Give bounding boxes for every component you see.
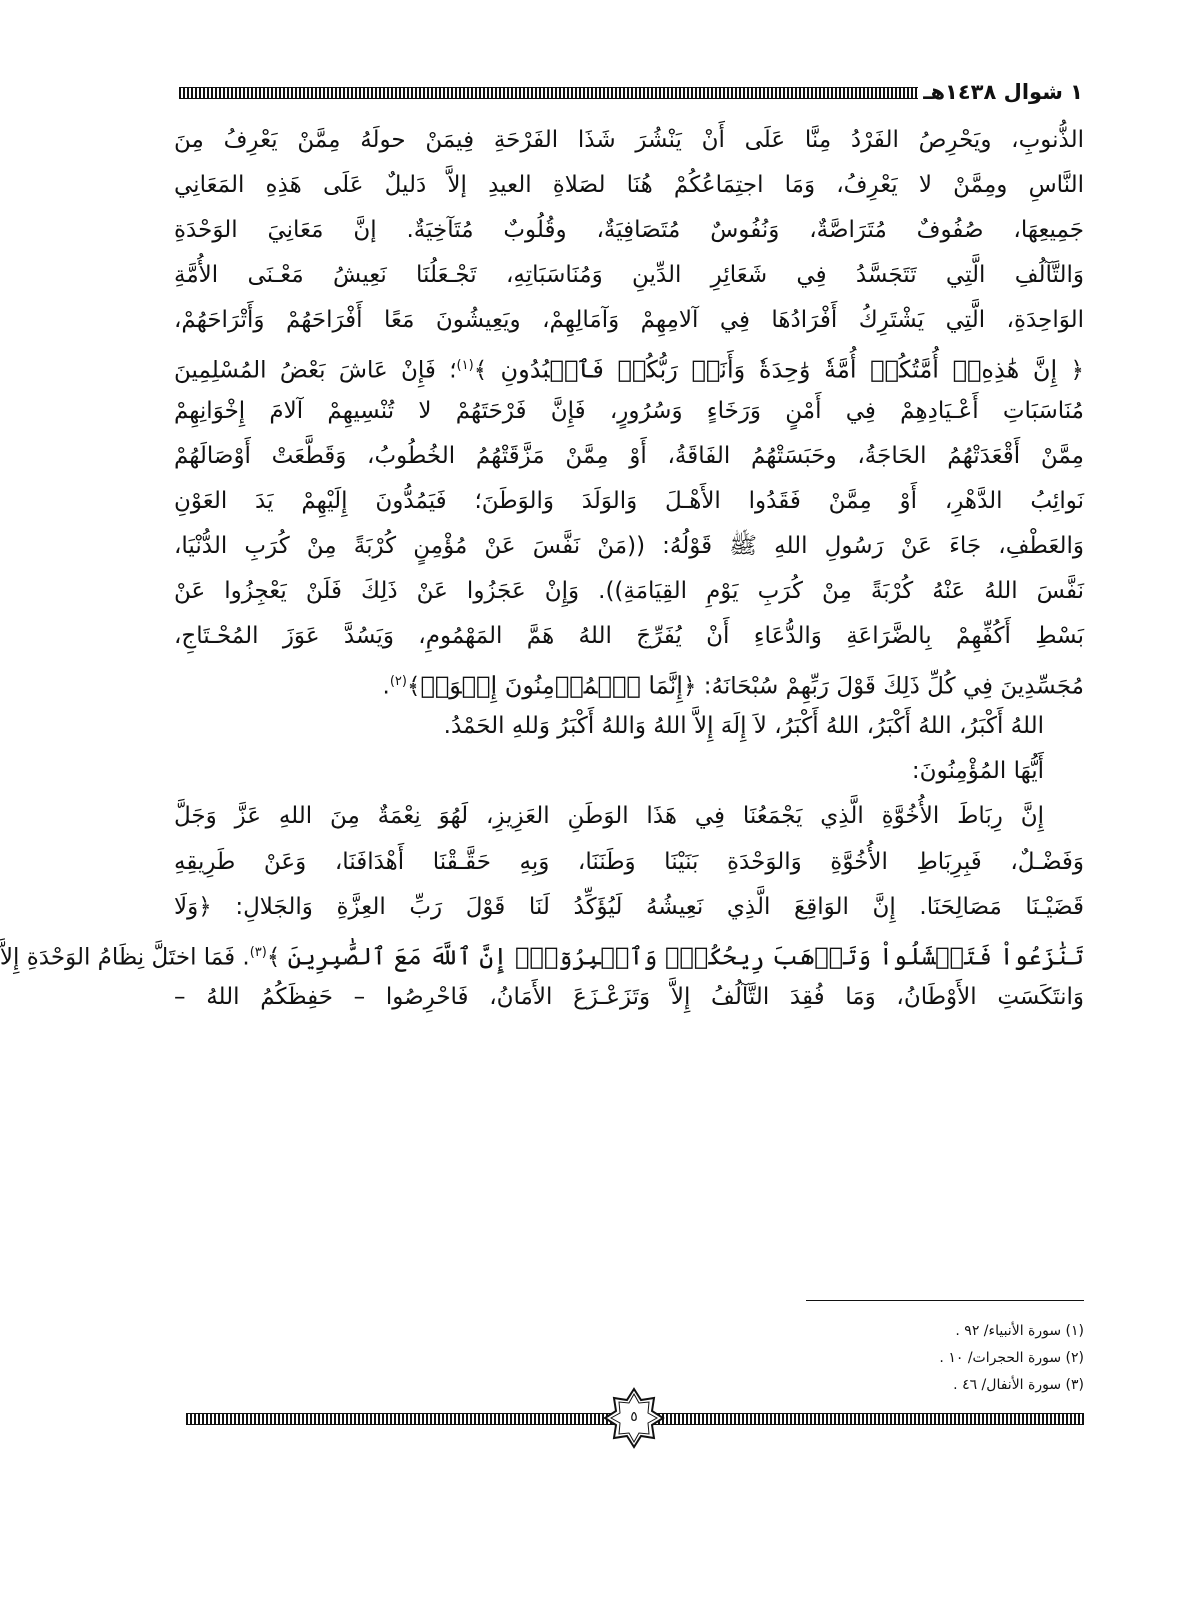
text-line: نَوائِبُ الدَّهْرِ، أَوْ مِمَّنْ فَقَدُوا الأَهْـلَ وَالوَلَدَ وَالوَطَنَ؛ فَيَمُدُّونَ إِلَيْهِمْ يَدَ العَوْنِ	[174, 487, 1084, 514]
quran-verse: تَنَٰزَعُواْ فَتَفۡشَلُواْ وَتَذۡهَبَ رِيحُكُمۡۖ وَٱصۡبِرُوٓاْۚ إِنَّ ٱللَّهَ مَعَ ٱلصَّٰبِرِينَ	[287, 942, 1084, 971]
text-line: إِنَّ رِبَاطَ الأُخُوَّةِ الَّذِي يَجْمَعُنَا فِي هَذَا الوَطَنِ العَزِيزِ، لَهُوَ نِعْمَةٌ مِنَ اللهِ عَزَّ وَجَلَّ	[174, 803, 1044, 830]
takbir-line: اللهُ أَكْبَرُ، اللهُ أَكْبَرُ، اللهُ أَكْبَرُ، لاَ إِلَهَ إِلاَّ اللهُ وَاللهُ أَكْبَرُ وَللهِ الحَمْدُ.	[443, 713, 1044, 740]
page-number: ٥	[630, 1409, 638, 1425]
quran-verse-line	[174, 659, 1084, 704]
text-line: بَسْطِ أَكُفِّهِمْ بِالضَّرَاعَةِ وَالدُّعَاءِ أَنْ يُفَرِّجَ اللهُ هَمَّ المَهْمُومِ، وَيَسُدَّ عَوَزَ المُحْـتَاجِ،	[174, 623, 1084, 650]
footnote-ref: (٢)	[389, 674, 407, 690]
text-line: النَّاسِ ومِمَّنْ لا يَعْرِفُ، وَمَا اجتِمَاعُكُمْ هُنَا لصَلاةِ العيدِ إلاَّ دَليلٌ عَلَى هَذِهِ المَعَانِي	[174, 172, 1084, 199]
footnote-separator	[806, 1300, 1084, 1301]
text-segment: .	[382, 673, 390, 700]
page-header	[179, 78, 1083, 108]
quran-verse-line	[0, 930, 1084, 975]
footnote-item: (٣) سورة الأنفال/ ٤٦ .	[953, 1377, 1084, 1393]
footnote-item: (٢) سورة الحجرات/ ١٠ .	[939, 1350, 1084, 1366]
text-line: وَفَضْـلٌ، فَبِرِبَاطِ الأُخُوَّةِ وَالوَحْدَةِ بَنَيْنَا وَطَنَنَا، وَبِهِ حَقَّـقْنَا أَهْدَافَنَا، وَعَنْ طَرِيقِهِ	[174, 848, 1084, 875]
text-line: الوَاحِدَةِ، الَّتِي يَشْتَرِكُ أَفْرَادُهَا فِي آلامِهِمْ وَآمَالِهِمْ، ويَعِيشُونَ مَعًا أَفْرَاحَهُمْ وَأَتْرَاحَهُمْ،	[174, 307, 1084, 334]
quran-open-bracket: ﴿	[682, 673, 697, 700]
text-segment: مُجَسِّدِينَ فِي كُلِّ ذَلِكَ قَوْلَ رَبِّهِمْ سُبْحَانَهُ:	[696, 673, 1084, 700]
text-line: قَضَيْـنَا مَصَالِحَنَا. إِنَّ الوَاقِعَ الَّذِي نَعِيشُهُ لَيُؤَكِّدُ لَنَا قَوْلَ رَبِّ العِزَّةِ وَالجَلالِ: ﴿وَلَا	[174, 893, 1084, 920]
text-line: نَفَّسَ اللهُ عَنْهُ كُرْبَةً مِنْ كُرَبِ يَوْمِ القِيَامَةِ)). وَإِنْ عَجَزُوا عَنْ ذَلِكَ فَلَنْ يَعْجِزُوا عَنْ	[174, 577, 1084, 604]
sermon-text	[0, 118, 1084, 1020]
quran-open-bracket: ﴿	[1070, 358, 1084, 385]
text-segment: . فَمَا اختَلَّ نِظَامُ الوَحْدَةِ إِلاَّ	[0, 944, 250, 971]
header-decorative-band	[179, 87, 918, 99]
text-line: مِمَّنْ أَقْعَدَتْهُمُ الحَاجَةُ، وحَبَسَتْهُمُ الفَاقَةُ، أَوْ مِمَّنْ مَزَّقَتْهُمُ الخُطُوبُ، وَقَطَّعَتْ أَوْصَالَهُمْ	[174, 442, 1084, 469]
text-line: مُنَاسَبَاتِ أَعْـيَادِهِمْ فِي أَمْنٍ وَرَخَاءٍ وَسُرُورٍ، فَإِنَّ فَرْحَتَهُمْ لا تُنْسِيهِمْ آلامَ إِخْوَانِهِمْ	[174, 397, 1084, 424]
text-segment: ؛ فَإِنْ عَاشَ بَعْضُ المُسْلِمِينَ	[174, 358, 457, 385]
footnote-ref: (٣)	[249, 944, 267, 960]
footnote-item: (١) سورة الأنبياء/ ٩٢ .	[955, 1323, 1084, 1339]
quran-verse: إِنَّمَا ٱلۡمُؤۡمِنُونَ إِخۡوَةٞ	[420, 671, 683, 700]
header-date: ١ شوال ١٤٣٨هـ	[923, 80, 1083, 104]
quran-close-bracket: ﴾	[266, 944, 281, 971]
quran-verse: إِنَّ هَٰذِهِۦٓ أُمَّتُكُمۡ أُمَّةٗ وَٰحِدَةٗ وَأَنَا۠ رَبُّكُمۡ فَٱعۡبُدُونِ	[500, 356, 1058, 385]
text-line: وَانتَكَسَتِ الأَوْطَانُ، وَمَا فُقِدَ التَّآلُفُ إِلاَّ وَتَزَعْـزَعَ الأَمَانُ، فَاحْرِصُوا – حَفِظَكُمُ اللهُ –	[174, 983, 1084, 1010]
footnote-ref: (١)	[456, 358, 474, 374]
footnotes	[939, 1318, 1084, 1399]
text-line: وَالتَّآلُفِ الَّتِي تَتَجَسَّدُ فِي شَعَائِرِ الدِّينِ وَمُنَاسَبَاتِهِ، تَجْـعَلُنَا نَعِيشُ مَعْـنَى الأُمَّةِ	[174, 262, 1084, 289]
quran-close-bracket: ﴾	[406, 673, 421, 700]
quran-verse-line	[174, 343, 1084, 388]
quran-close-bracket: ﴾	[473, 358, 488, 385]
text-line: الذُّنوبِ، ويَحْرِصُ الفَرْدُ مِنَّا عَلَى أَنْ يَنْشُرَ شَذَا الفَرْحَةِ فِيمَنْ حولَهُ مِمَّنْ يَعْرِفُ مِنَ	[174, 127, 1084, 153]
address-line: أَيُّهَا المُؤْمِنُونَ:	[911, 758, 1044, 785]
hadith-line: وَالعَطْفِ، جَاءَ عَنْ رَسُولِ اللهِ ﷺ قَوْلُهُ: ((مَنْ نَفَّسَ عَنْ مُؤْمِنٍ كُرْبَةً مِنْ كُرَبِ الدُّنْيَا،	[174, 532, 1084, 559]
text-line: جَمِيعِهَا، صُفُوفٌ مُتَرَاصَّةٌ، وَنُفُوسٌ مُتَصَافِيَةٌ، وقُلُوبٌ مُتَآخِيَةٌ. إنَّ مَعَانِيَ الوَحْدَةِ	[174, 217, 1084, 244]
